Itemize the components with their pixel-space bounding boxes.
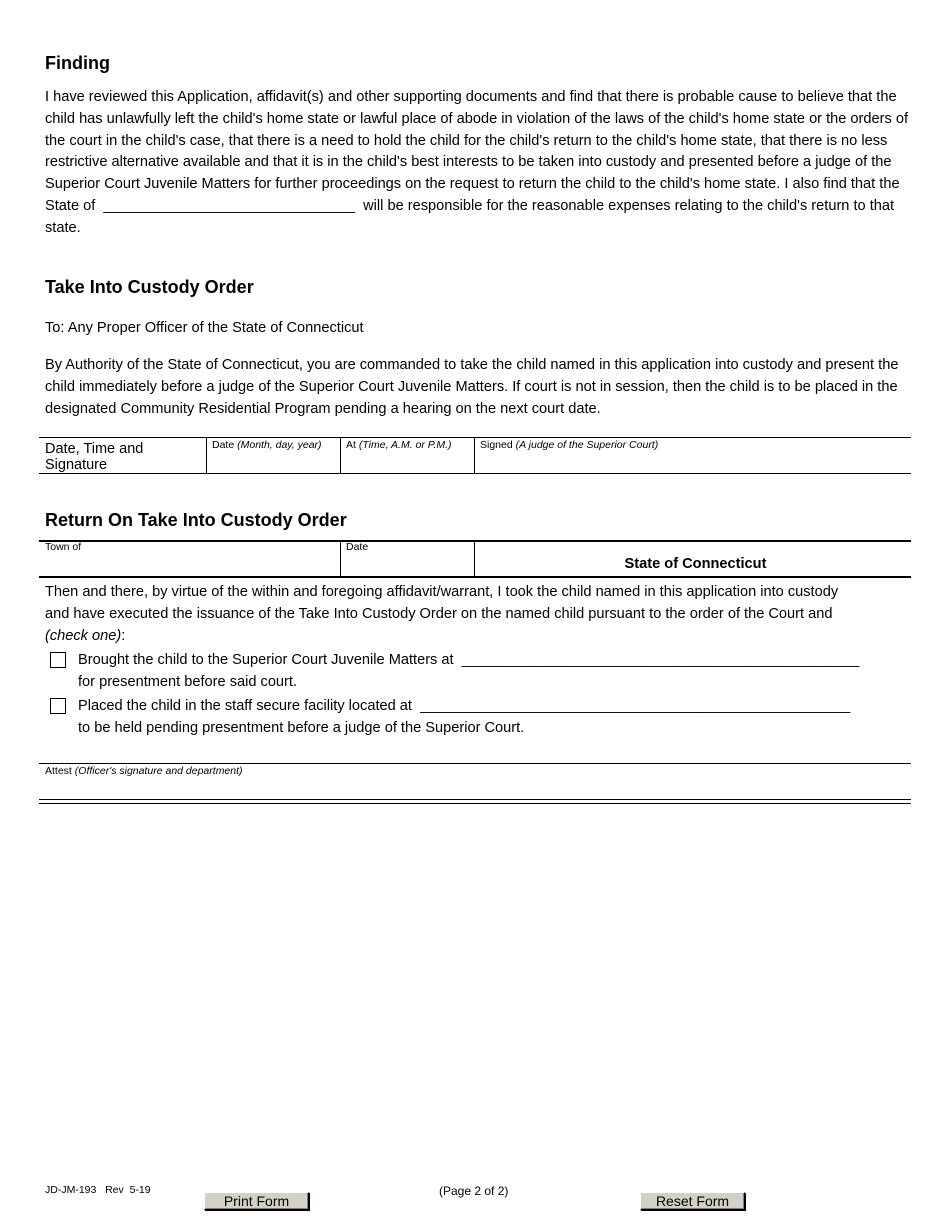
- print-form-button[interactable]: Print Form: [204, 1192, 309, 1210]
- return-body-line: Then and there, by virtue of the within and foregoing affidavit/warrant, I took the child named in this application into custody: [45, 584, 839, 600]
- return-date-label: Date: [346, 541, 369, 553]
- judge-signature-field[interactable]: [480, 439, 908, 472]
- town-label: Town of: [45, 541, 82, 553]
- check-one-line: [45, 626, 915, 648]
- at-label: At: [346, 439, 356, 451]
- custody-order-body: By Authority of the State of Connecticut, you are commanded to take the child named in this application into custody and present the child immediately before a judge of the Superior Court Juvenile Matters. If court is not in session, then the child is to be placed in the designated Community Residential Program pending a hearing on the next court date.: [45, 357, 899, 417]
- option-court-line: [78, 650, 859, 672]
- town-field[interactable]: [45, 541, 335, 575]
- attest-signature-field[interactable]: [45, 765, 905, 797]
- date-field[interactable]: [212, 439, 338, 472]
- return-body-line: and have executed the issuance of the Take Into Custody Order on the named child pursuant to the order of the Court and: [45, 605, 833, 622]
- facility-location-field[interactable]: _____________________________________________________: [420, 698, 851, 714]
- option-facility-text: Placed the child in the staff secure facility located at: [78, 698, 412, 714]
- at-hint: (Time, A.M. or P.M.): [358, 439, 452, 451]
- finding-text-end: will be responsible for the reasonable expenses relating to the child's return to that state.: [45, 197, 895, 236]
- date-time-signature-label: Date, Time and Signature: [45, 441, 144, 473]
- table-bottom-border: [39, 473, 911, 474]
- finding-heading: Finding: [45, 53, 110, 73]
- table-top-border: [39, 437, 911, 438]
- date-hint: (Month, day, year): [237, 439, 322, 451]
- return-divider: [340, 541, 341, 577]
- option-court-continuation: for presentment before said court.: [78, 674, 298, 690]
- attest-bottom-border-double: [39, 803, 911, 804]
- return-date-field[interactable]: [346, 541, 470, 575]
- option-facility-checkbox[interactable]: [50, 698, 66, 714]
- table-divider: [206, 437, 207, 474]
- signed-hint: (A judge of the Superior Court): [515, 439, 659, 451]
- attest-label: Attest: [45, 765, 72, 777]
- check-one-hint: (check one): [45, 627, 122, 644]
- page-indicator: (Page 2 of 2): [439, 1184, 509, 1198]
- state-of-connecticut-label: State of Connecticut: [624, 556, 767, 572]
- return-mid-border: [39, 576, 911, 578]
- to-line: To: Any Proper Officer of the State of Connecticut: [45, 320, 364, 336]
- court-location-field[interactable]: _________________________________________________: [461, 652, 860, 668]
- custody-order-heading: Take Into Custody Order: [45, 277, 254, 297]
- option-facility-continuation: to be held pending presentment before a judge of the Superior Court.: [78, 720, 525, 736]
- attest-top-border: [39, 763, 911, 764]
- state-blank-field[interactable]: _______________________________: [103, 197, 356, 214]
- attest-hint: (Officer's signature and department): [74, 765, 243, 777]
- option-court-checkbox[interactable]: [50, 652, 66, 668]
- form-id: JD-JM-193 Rev 5-19: [45, 1184, 151, 1196]
- time-field[interactable]: [346, 439, 472, 472]
- finding-text: I have reviewed this Application, affidavit(s) and other supporting documents and find that there is probable cause to believe that the child has unlawfully left the child's home state or lawful place of abode in violation of the laws of the child's home state or the orders of the court in the child's case, that there is a need to hold the child for the child's return to the child's home state, that there is no less restrictive alternative available and that it is in the child's best interests to be taken into custody and presented before a judge of the Superior Court Juvenile Matters for further proceedings on the request to return the child to the child's home state. I also find that the State of: [45, 89, 909, 214]
- option-facility-line: [78, 696, 850, 718]
- signed-label: Signed: [480, 439, 513, 451]
- return-body: [45, 582, 915, 647]
- attest-bottom-border: [39, 799, 911, 800]
- table-divider: [340, 437, 341, 474]
- finding-paragraph: [45, 87, 912, 240]
- check-one-colon: :: [121, 627, 126, 644]
- option-court-text: Brought the child to the Superior Court Juvenile Matters at: [78, 652, 454, 668]
- reset-form-button[interactable]: Reset Form: [640, 1192, 745, 1210]
- return-heading: Return On Take Into Custody Order: [45, 510, 347, 530]
- table-divider: [474, 437, 475, 474]
- date-label: Date: [212, 439, 235, 451]
